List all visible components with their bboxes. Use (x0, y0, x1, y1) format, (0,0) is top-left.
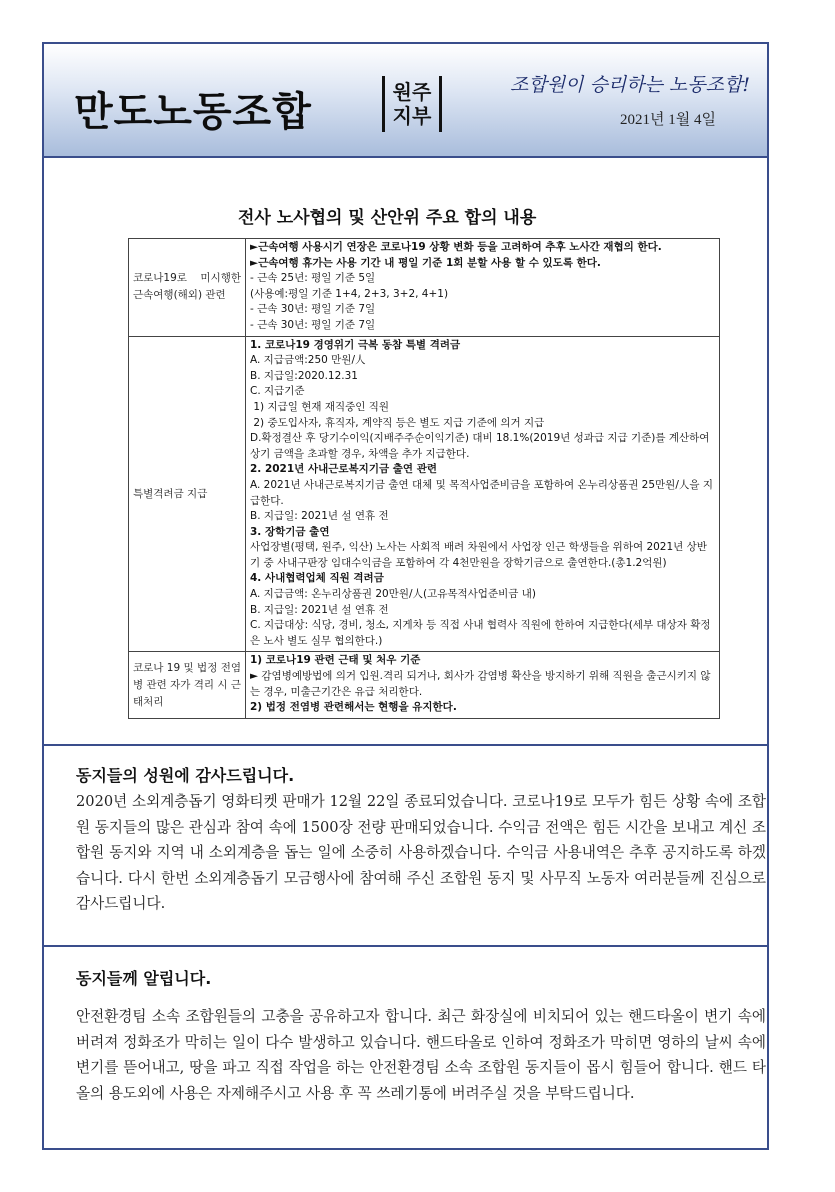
section-divider (44, 744, 767, 746)
content-line: 4. 사내협력업체 직원 격려금 (250, 572, 384, 585)
agreement-table (128, 238, 720, 719)
content-line: 2) 중도입사자, 휴직자, 계약직 등은 별도 지급 기준에 의거 지급 (250, 416, 545, 429)
content-line: B. 지급일:2020.12.31 (250, 369, 358, 382)
union-name: 만도노동조합 (74, 89, 312, 135)
content-line: B. 지급일: 2021년 설 연휴 전 (250, 603, 389, 616)
content-line: 1) 지급일 현재 재직중인 직원 (250, 400, 390, 413)
row-content (246, 652, 720, 718)
content-line: D.확정결산 후 당기수이익(지배주주순이익기준) 대비 18.1%(2019년 성과급 지급 기준)를 계산하여 상기 금액을 초과할 경우, 차액을 추가 지급한다. (250, 432, 710, 460)
header-divider (44, 156, 767, 158)
notice-heading: 동지들의 성원에 감사드립니다. (76, 766, 295, 785)
content-line: - 근속 30년: 평일 기준 7일 (250, 303, 376, 316)
branch-badge (382, 76, 442, 132)
branch-line-1: 원주 (392, 80, 432, 104)
content-line: - 근속 25년: 평일 기준 5일 (250, 272, 376, 285)
content-line: C. 지급기준 (250, 385, 305, 398)
content-line: 1) 코로나19 관련 근태 및 처우 기준 (250, 654, 421, 667)
content-line: (사용예:평일 기준 1+4, 2+3, 3+2, 4+1) (250, 287, 449, 300)
notice-heading: 동지들께 알립니다. (76, 969, 212, 988)
notice-body: 2020년 소외계층돕기 영화티켓 판매가 12월 22일 종료되었습니다. 코로나19로 모두가 힘든 상황 속에 조합원 동지들의 많은 관심과 참여 속에 1500장 전량 판매되었습니다. 수익금 전액은 힘든 시간을 보내고 계신 조합원 동지와 지역 내 소외계층을 돕는 일에 소중히 사용하겠습니다. 수익금 사용내역은 추후 공지하도록 하겠습니다. 다시 한번 소외계층돕기 모금행사에 참여해 주신 조합원 동지 및 사무직 노동자 여러분들께 진심으로 감사드립니다. (76, 793, 766, 912)
content-line: 2) 법정 전염병 관련해서는 현행을 유지한다. (250, 701, 457, 714)
table-row (129, 239, 720, 337)
content-line: 1. 코로나19 경영위기 극복 동참 특별 격려금 (250, 338, 461, 351)
section-title: 전사 노사협의 및 산안위 주요 합의 내용 (238, 208, 537, 228)
row-content (246, 239, 720, 337)
issue-date: 2021년 1월 4일 (620, 112, 716, 128)
content-line: A. 지급금액:250 만원/人 (250, 354, 366, 367)
content-line: C. 지급대상: 식당, 경비, 청소, 지게차 등 직접 사내 협력사 직원에 한하여 지급한다(세부 대상자 확정은 노사 별도 실무 협의한다.) (250, 619, 711, 647)
content-line: 사업장별(평택, 원주, 익산) 노사는 사회적 배려 차원에서 사업장 인근 학생들을 위하여 2021년 상반기 중 사내구판장 임대수익금을 포함하여 각 4천만원을 장학기금으로 출연한다.(총1.2억원) (250, 541, 707, 569)
content-line: 3. 장학기금 출연 (250, 525, 330, 538)
content-line: A. 지급금액: 온누리상품권 20만원/人(고유목적사업준비금 내) (250, 588, 536, 601)
slogan: 조합원이 승리하는 노동조합! (510, 74, 750, 96)
row-content (246, 336, 720, 652)
notice-body: 안전환경팀 소속 조합원들의 고충을 공유하고자 합니다. 최근 화장실에 비치되어 있는 핸드타올이 변기 속에 버려져 정화조가 막히는 일이 다수 발생하고 있습니다. 핸드타올로 인하여 정화조가 막히면 영하의 날씨 속에 변기를 뜯어내고, 땅을 파고 직접 작업을 하는 안전환경팀 소속 조합원 동지들이 몹시 힘들어 합니다. 핸드 타올의 용도외에 사용은 자제해주시고 사용 후 꼭 쓰레기통에 버려주실 것을 부탁드립니다. (76, 1008, 766, 1102)
content-line: ► 감염병예방법에 의거 입원.격리 되거나, 회사가 감염병 확산을 방지하기 위해 직원을 출근시키지 않는 경우, 미출근기간은 유급 처리한다. (250, 670, 711, 698)
row-category: 특별격려금 지급 (129, 336, 246, 652)
branch-line-2: 지부 (392, 104, 432, 128)
content-line: ►근속여행 휴가는 사용 기간 내 평일 기준 1회 분할 사용 할 수 있도록 한다. (250, 256, 601, 269)
content-line: ►근속여행 사용시기 연장은 코로나19 상황 변화 등을 고려하여 추후 노사간 재협의 한다. (250, 241, 662, 253)
content-line: 2. 2021년 사내근로복지기금 출연 관련 (250, 463, 437, 476)
content-line: B. 지급일: 2021년 설 연휴 전 (250, 510, 389, 523)
content-line: A. 2021년 사내근로복지기금 출연 대체 및 목적사업준비금을 포함하여 온누리상품권 25만원/人을 지급한다. (250, 478, 713, 507)
content-line: - 근속 30년: 평일 기준 7일 (250, 318, 376, 331)
row-category: 코로나19로 미시행한 근속여행(해외) 관련 (129, 239, 246, 337)
table-row (129, 336, 720, 652)
table-row (129, 652, 720, 718)
section-divider (44, 945, 767, 947)
row-category: 코로나 19 및 법정 전염병 관련 자가 격리 시 근태처리 (129, 652, 246, 718)
